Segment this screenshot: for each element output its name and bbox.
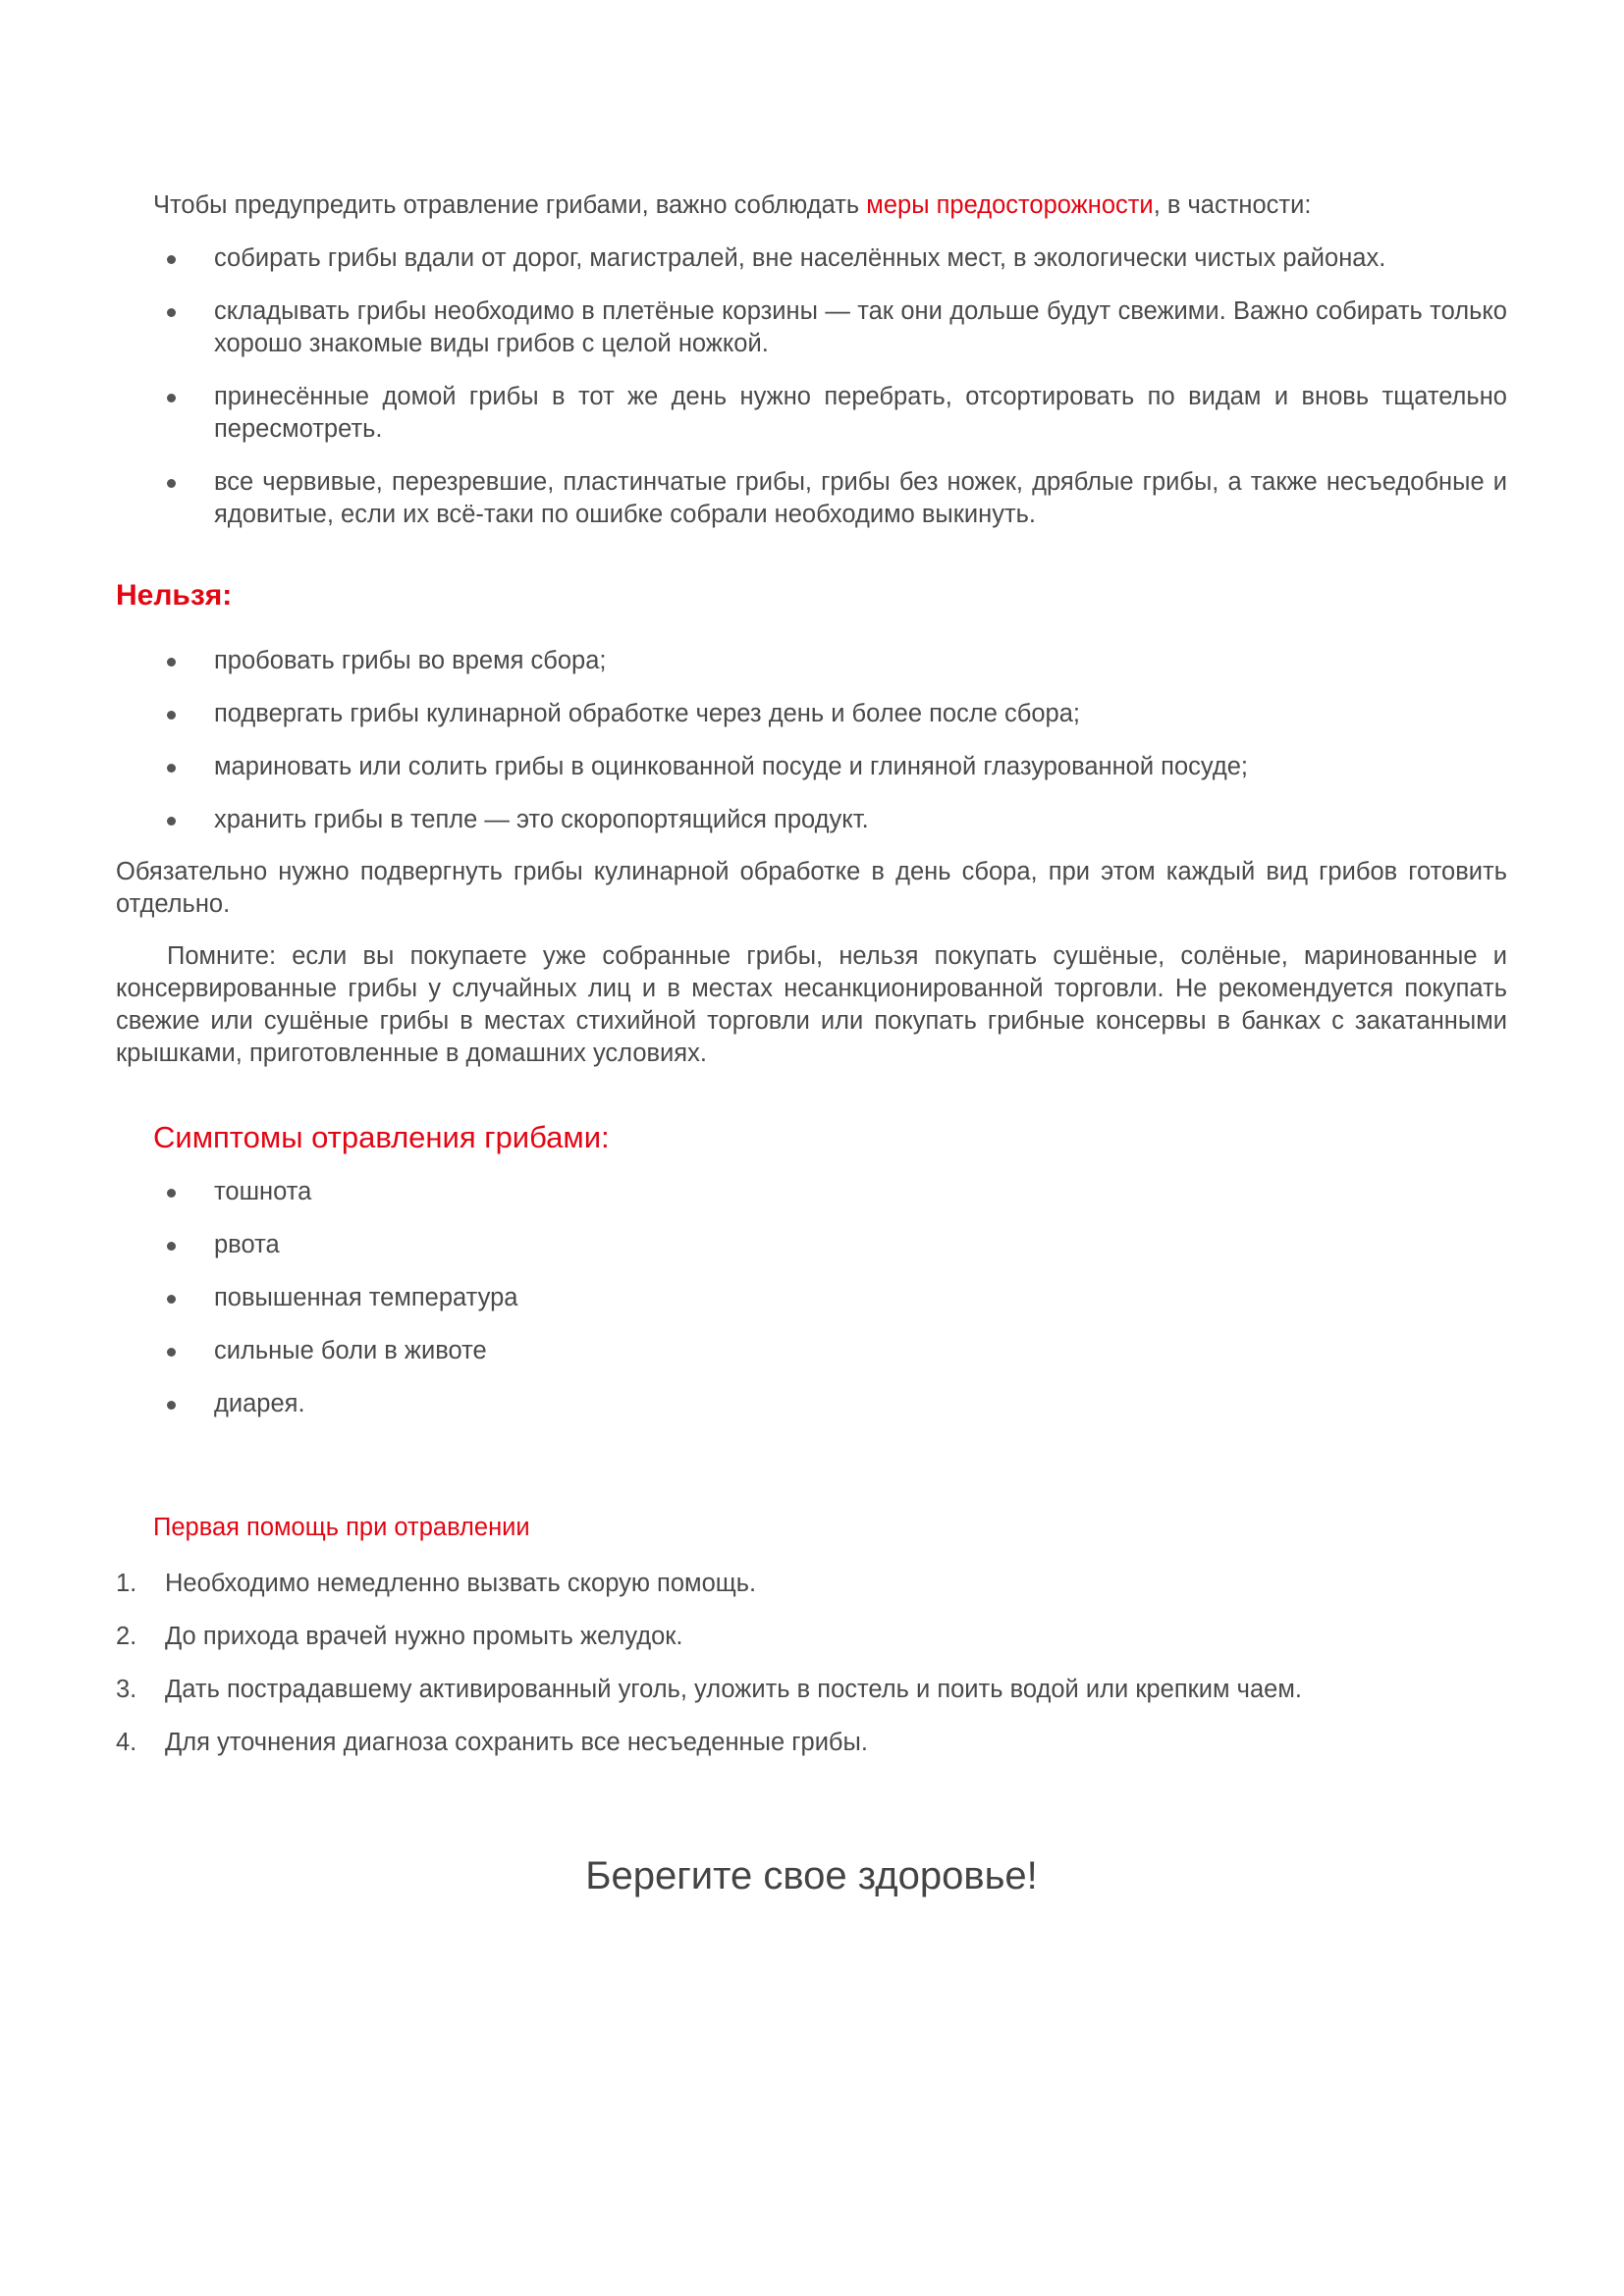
list-item: принесённые домой грибы в тот же день нужно перебрать, отсортировать по видам и вновь тщательно пересмотреть.	[116, 381, 1507, 446]
list-item: рвота	[116, 1229, 1507, 1261]
list-item: мариновать или солить грибы в оцинкованной посуде и глиняной глазурованной посуде;	[116, 751, 1507, 783]
bullet-icon	[167, 1348, 176, 1357]
bullet-icon	[167, 1295, 176, 1304]
precautions-list	[116, 242, 1507, 552]
list-item: 4. Для уточнения диагноза сохранить все несъеденные грибы.	[116, 1727, 1507, 1759]
bullet-icon	[167, 658, 176, 667]
forbidden-list	[116, 645, 1507, 857]
list-item: сильные боли в животе	[116, 1335, 1507, 1367]
first-aid-heading: Первая помощь при отравлении	[153, 1514, 530, 1541]
list-item: хранить грибы в тепле — это скоропортящийся продукт.	[116, 804, 1507, 836]
list-item: диарея.	[116, 1388, 1507, 1420]
bullet-icon	[167, 394, 176, 402]
item-number: 2.	[116, 1623, 137, 1650]
remember-paragraph: Помните: если вы покупаете уже собранные грибы, нельзя покупать сушёные, солёные, маринованные и консервированные грибы у случайных лиц и в местах несанкционированной торговли. Не рекомендуется покупать свежие или сушёные грибы в местах стихийной торговли или покупать грибные консервы в банках с закатанными крышками, приготовленные в домашних условиях.	[116, 942, 1507, 1067]
bullet-icon	[167, 255, 176, 264]
list-item: 1. Необходимо немедленно вызвать скорую помощь.	[116, 1568, 1507, 1600]
intro-text-end: , в частности:	[1153, 191, 1312, 219]
list-item: повышенная температура	[116, 1282, 1507, 1314]
bullet-icon	[167, 764, 176, 773]
item-number: 3.	[116, 1676, 137, 1703]
list-item: собирать грибы вдали от дорог, магистралей, вне населённых мест, в экологически чистых районах.	[116, 242, 1507, 275]
bullet-icon	[167, 1242, 176, 1251]
list-item: 3. Дать пострадавшему активированный уголь, уложить в постель и поить водой или крепким чаем.	[116, 1674, 1507, 1706]
bullet-icon	[167, 817, 176, 826]
intro-highlight: меры предосторожности	[866, 191, 1154, 219]
intro-paragraph	[153, 189, 1508, 222]
item-number: 1.	[116, 1570, 137, 1597]
symptoms-list	[116, 1176, 1507, 1441]
list-item: тошнота	[116, 1176, 1507, 1208]
forbidden-heading: Нельзя:	[116, 579, 233, 612]
list-item: складывать грибы необходимо в плетёные корзины — так они дольше будут свежими. Важно собирать только хорошо знакомые виды грибов с целой ножкой.	[116, 295, 1507, 360]
item-number: 4.	[116, 1729, 137, 1756]
list-item: все червивые, перезревшие, пластинчатые грибы, грибы без ножек, дряблые грибы, а также несъедобные и ядовитые, если их всё-таки по ошибке собрали необходимо выкинуть.	[116, 466, 1507, 531]
bullet-icon	[167, 711, 176, 720]
closing-slogan: Берегите свое здоровье!	[585, 1854, 1038, 1897]
bullet-icon	[167, 479, 176, 488]
list-item: пробовать грибы во время сбора;	[116, 645, 1507, 677]
symptoms-heading: Симптомы отравления грибами:	[153, 1120, 610, 1154]
bullet-icon	[167, 308, 176, 317]
list-item: 2. До прихода врачей нужно промыть желудок.	[116, 1621, 1507, 1653]
first-aid-list	[116, 1568, 1507, 1780]
bullet-icon	[167, 1401, 176, 1410]
bullet-icon	[167, 1189, 176, 1198]
cooking-paragraph: Обязательно нужно подвергнуть грибы кулинарной обработке в день сбора, при этом каждый вид грибов готовить отдельно.	[116, 858, 1507, 918]
list-item: подвергать грибы кулинарной обработке через день и более после сбора;	[116, 698, 1507, 730]
intro-text: Чтобы предупредить отравление грибами, важно соблюдать	[153, 191, 867, 219]
